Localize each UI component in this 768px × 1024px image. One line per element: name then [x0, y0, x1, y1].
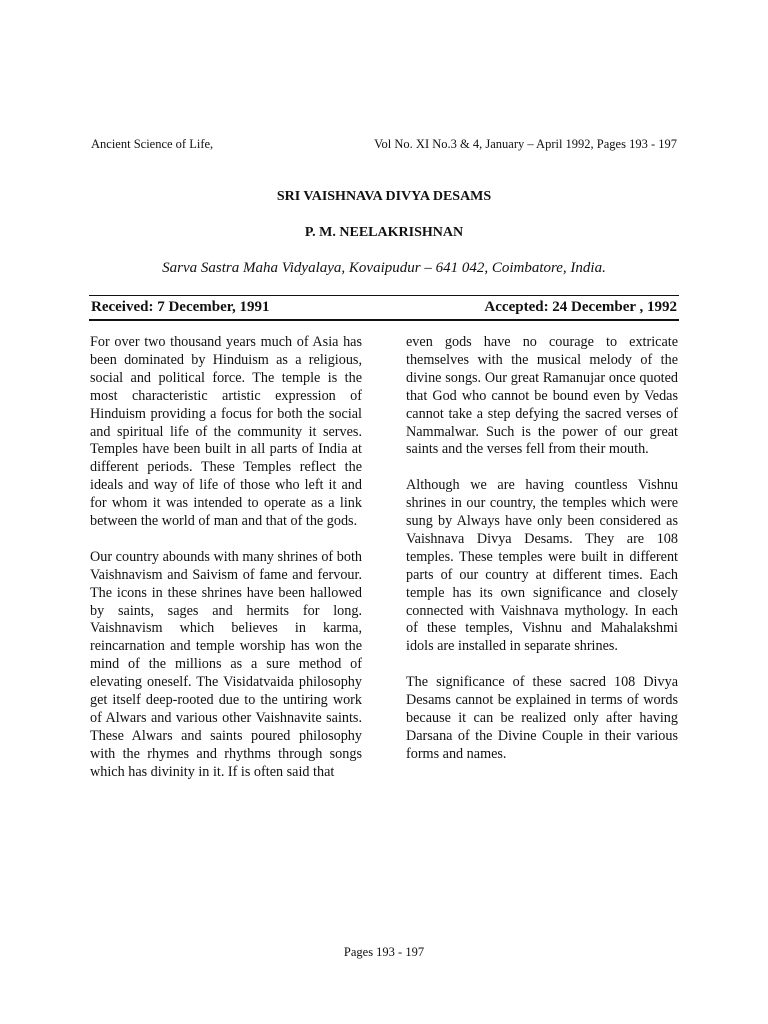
accepted-date: Accepted: 24 December , 1992	[484, 299, 677, 315]
dates-bar	[89, 297, 679, 321]
body-paragraph: The significance of these sacred 108 Divya Desams cannot be explained in terms of words because it can be realized only after having Darsana of the Divine Couple in their various forms and names.	[406, 674, 678, 762]
body-paragraph: For over two thousand years much of Asia has been dominated by Hinduism as a religious, social and political force. The temple is the most characteristic artistic expression of Hinduism providing a focus for both the social and spiritual life of the community it serves. Temples have been built in all parts of India at different periods. These Temples reflect the ideals and way of life of those who left it and for whom it was intended to operate as a link between the world of man and that of the gods.	[90, 334, 362, 530]
journal-name: Ancient Science of Life,	[91, 137, 214, 151]
body-column-left	[90, 334, 362, 800]
dates-top-rule	[89, 295, 679, 296]
received-date: Received: 7 December, 1991	[91, 299, 270, 315]
body-paragraph: Although we are having countless Vishnu shrines in our country, the temples which were sung by Always have only been considered as Vaishnava Divya Desams. They are 108 temples. These temples were built in different parts of our country at different times. Each temple has its own significance and closely connected with Vaishnava mythology. In each of these temples, Vishnu and Mahalakshmi idols are installed in separate shrines.	[406, 477, 678, 655]
body-paragraph: Our country abounds with many shrines of both Vaishnavism and Saivism of fame and fervour. The icons in these shrines have been hallowed by saints, sages and hermits for long. Vaishnavism which believes in karma, reincarnation and temple worship has won the mind of the millions as a sure method of elevating oneself. The Visidatvaida philosophy get itself deep-rooted due to the untiring work of Alwars and various other Vaishnavite saints. These Alwars and saints poured philosophy with the rhymes and rhythms through songs which has divinity in it. If is often said that	[90, 548, 362, 780]
running-header	[91, 137, 677, 152]
body-paragraph: even gods have no courage to extricate themselves with the musical melody of the divine songs. Our great Ramanujar once quoted that God who cannot be bound even by Vedas cannot take a step defying the sacred verses of Nammalwar. Such is the power of our great saints and the verses fell from their mouth.	[406, 334, 678, 458]
volume-info: Vol No. XI No.3 & 4, January – April 1992, Pages 193 - 197	[374, 137, 677, 151]
page-footer: Pages 193 - 197	[343, 945, 425, 959]
article-author: P. M. NEELAKRISHNAN	[304, 225, 464, 240]
article-title: SRI VAISHNAVA DIVYA DESAMS	[276, 189, 492, 204]
author-affiliation: Sarva Sastra Maha Vidyalaya, Kovaipudur – 641 042, Coimbatore, India.	[162, 260, 606, 276]
body-column-right	[406, 334, 678, 782]
